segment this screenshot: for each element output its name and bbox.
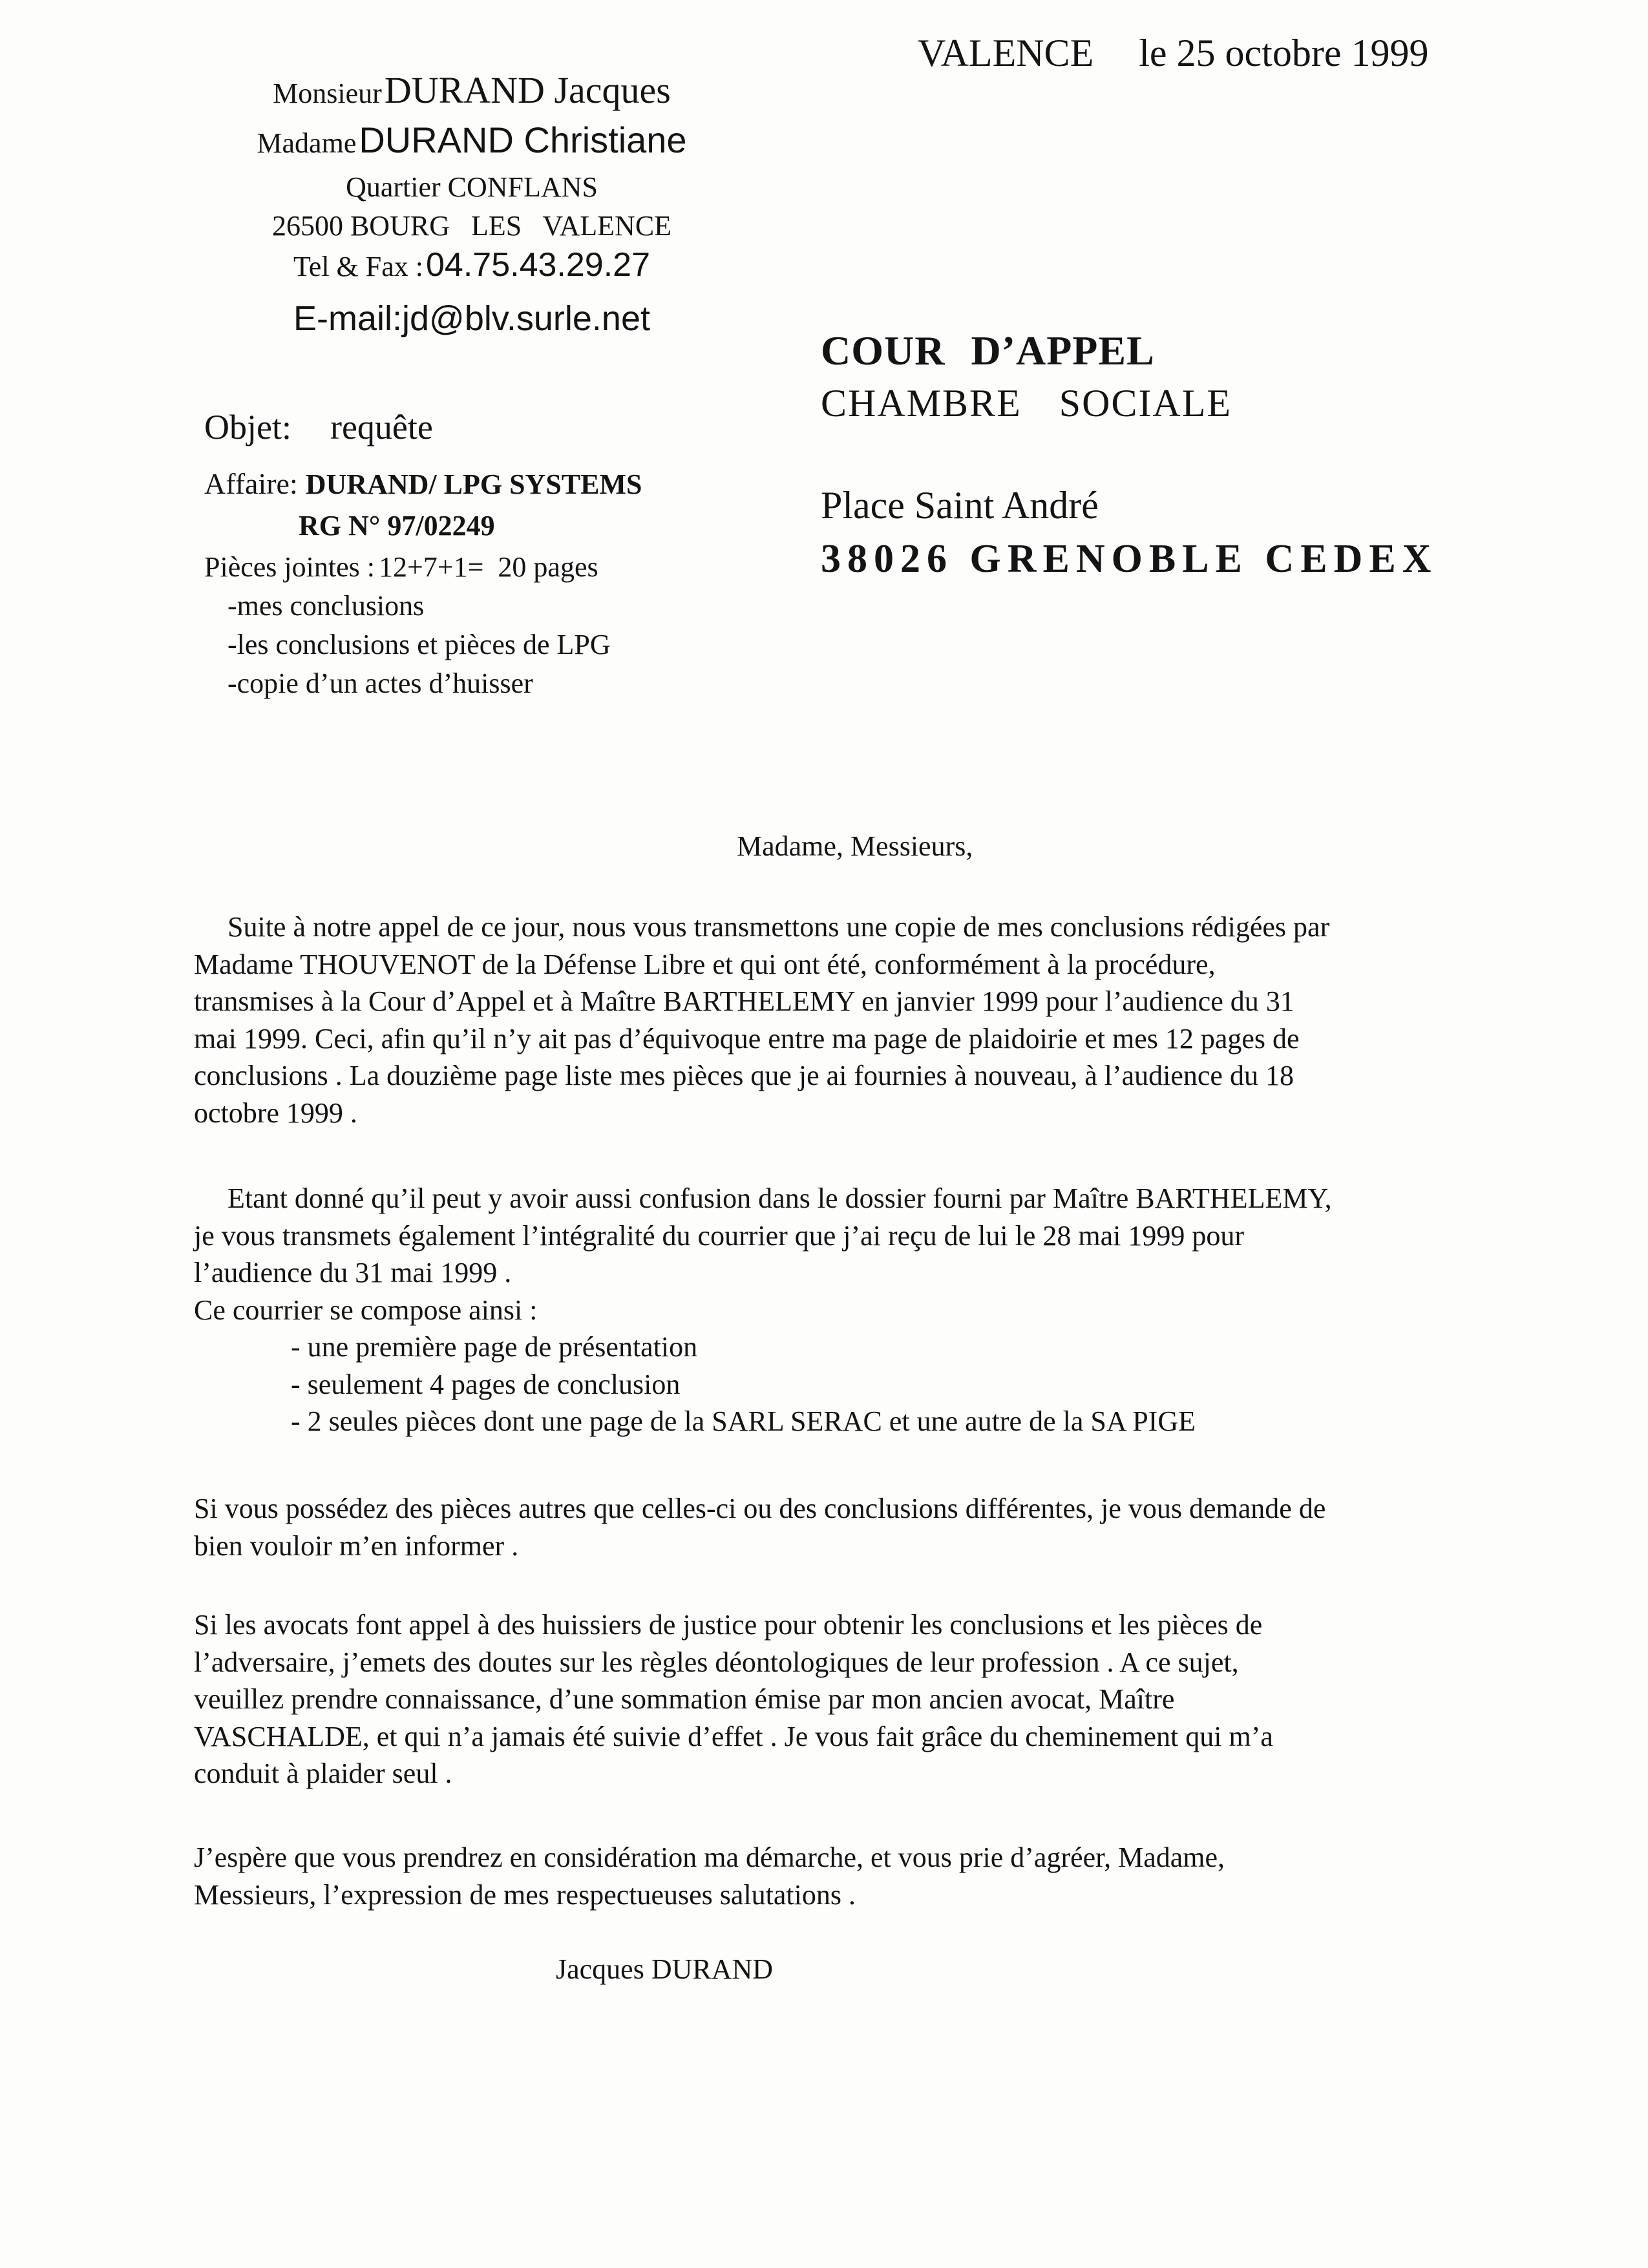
signature: Jacques DURAND [556, 1953, 774, 1985]
affaire-label: Affaire: [204, 467, 298, 500]
pieces-item-2: -les conclusions et pièces de LPG [227, 629, 611, 660]
courrier-list-item: - une première page de présentation [291, 1331, 698, 1363]
sender-address-2: 26500 BOURG LES VALENCE [271, 210, 672, 242]
pieces-jointes-line [204, 551, 598, 583]
rg-number: RG N° 97/02249 [299, 510, 495, 541]
sender-name-2: DURAND Christiane [359, 120, 687, 160]
courrier-list-item: - seulement 4 pages de conclusion [291, 1368, 681, 1400]
sender-phone [136, 246, 808, 284]
pieces-item-1: -mes conclusions [227, 590, 425, 622]
sender-title-1: Monsieur [273, 78, 382, 109]
paragraph-1-line: conclusions . La douzième page liste mes pièces que je ai fournies à nouveau, à l’audience du 18 [194, 1060, 1294, 1091]
paragraph-2-line: l’audience du 31 mai 1999 . [194, 1257, 512, 1288]
courrier-list-item: - 2 seules pièces dont une page de la SARL SERAC et une autre de la SA PIGE [291, 1405, 1196, 1437]
courrier-list [291, 1328, 1196, 1440]
paragraph-4-line: veuillez prendre connaissance, d’une sommation émise par mon ancien avocat, Maître [194, 1683, 1175, 1715]
recipient-dept-part1: CHAMBRE [821, 382, 1022, 425]
recipient-name-part2: D’APPEL [971, 328, 1155, 373]
salutation: Madame, Messieurs, [737, 830, 973, 862]
paragraph-3 [194, 1490, 1480, 1564]
sender-name-1: DURAND Jacques [384, 69, 671, 111]
paragraph-1-line: Suite à notre appel de ce jour, nous vous transmettons une copie de mes conclusions rédigées par [227, 911, 1330, 943]
date-city: VALENCE [918, 32, 1094, 74]
affaire-line [204, 467, 642, 501]
date-line [918, 31, 1428, 76]
phone-label: Tel & Fax : [293, 251, 423, 282]
objet-value: requête [330, 408, 433, 446]
paragraph-4-line: conduit à plaider seul . [194, 1758, 452, 1789]
paragraph-1-line: mai 1999. Ceci, afin qu’il n’y ait pas d’équivoque entre ma page de plaidoirie et mes 12 pages de [194, 1022, 1300, 1055]
objet-line [204, 407, 433, 447]
sender-line-1 [136, 68, 808, 112]
paragraph-3-line: bien vouloir m’en informer . [194, 1529, 519, 1562]
recipient-city: 38026 GRENOBLE CEDEX [821, 537, 1438, 581]
paragraph-3-line: Si vous possédez des pièces autres que celles-ci ou des conclusions différentes, je vous demande de [194, 1493, 1326, 1524]
paragraph-5-line: Messieurs, l’expression de mes respectueuses salutations . [194, 1878, 856, 1911]
paragraph-2-line: Ce courrier se compose ainsi : [194, 1294, 538, 1326]
paragraph-1-line: octobre 1999 . [194, 1097, 357, 1129]
recipient-name-part1: COUR [821, 328, 945, 373]
paragraph-2-line: je vous transmets également l’intégralité du courrier que j’ai reçu de lui le 28 mai 1999 pour [194, 1219, 1245, 1252]
paragraph-2-line: Etant donné qu’il peut y avoir aussi confusion dans le dossier fourni par Maître BARTHELEMY, [227, 1182, 1332, 1214]
sender-title-2: Madame [257, 127, 357, 159]
objet-label: Objet: [204, 408, 291, 446]
sender-address-1: Quartier CONFLANS [346, 171, 598, 203]
paragraph-4-line: Si les avocats font appel à des huissiers de justice pour obtenir les conclusions et les pièces de [194, 1609, 1263, 1641]
affaire-value: DURAND/ LPG SYSTEMS [305, 468, 642, 500]
paragraph-5 [194, 1839, 1480, 1913]
sender-email: E-mail:jd@blv.surle.net [293, 299, 650, 338]
pieces-item-3: -copie d’un actes d’huisser [227, 667, 533, 699]
phone-number: 04.75.43.29.27 [426, 246, 650, 284]
pieces-value: 12+7+1= 20 pages [378, 551, 598, 583]
paragraph-5-line: J’espère que vous prendrez en considération ma démarche, et vous prie d’agréer, Madame, [194, 1842, 1225, 1873]
recipient-department [821, 381, 1232, 426]
paragraph-4-line: VASCHALDE, et qui n’a jamais été suivie d’effet . Je vous fait grâce du cheminement qui m’a [194, 1720, 1273, 1752]
recipient-street: Place Saint André [821, 484, 1099, 527]
paragraph-2 [194, 1180, 1480, 1328]
paragraph-1-line: transmises à la Cour d’Appel et à Maître BARTHELEMY en janvier 1999 pour l’audience du 31 [194, 985, 1294, 1017]
pieces-label: Pièces jointes : [204, 551, 375, 583]
paragraph-4-line: l’adversaire, j’emets des doutes sur les règles déontologiques de leur profession . A ce sujet, [194, 1646, 1239, 1678]
recipient-name [821, 327, 1155, 375]
date-value: le 25 octobre 1999 [1139, 32, 1429, 74]
paragraph-1 [194, 908, 1480, 1131]
sender-line-2 [136, 119, 808, 161]
paragraph-1-line: Madame THOUVENOT de la Défense Libre et qui ont été, conformément à la procédure, [194, 948, 1216, 980]
recipient-dept-part2: SOCIALE [1059, 382, 1232, 425]
paragraph-4 [194, 1606, 1480, 1792]
